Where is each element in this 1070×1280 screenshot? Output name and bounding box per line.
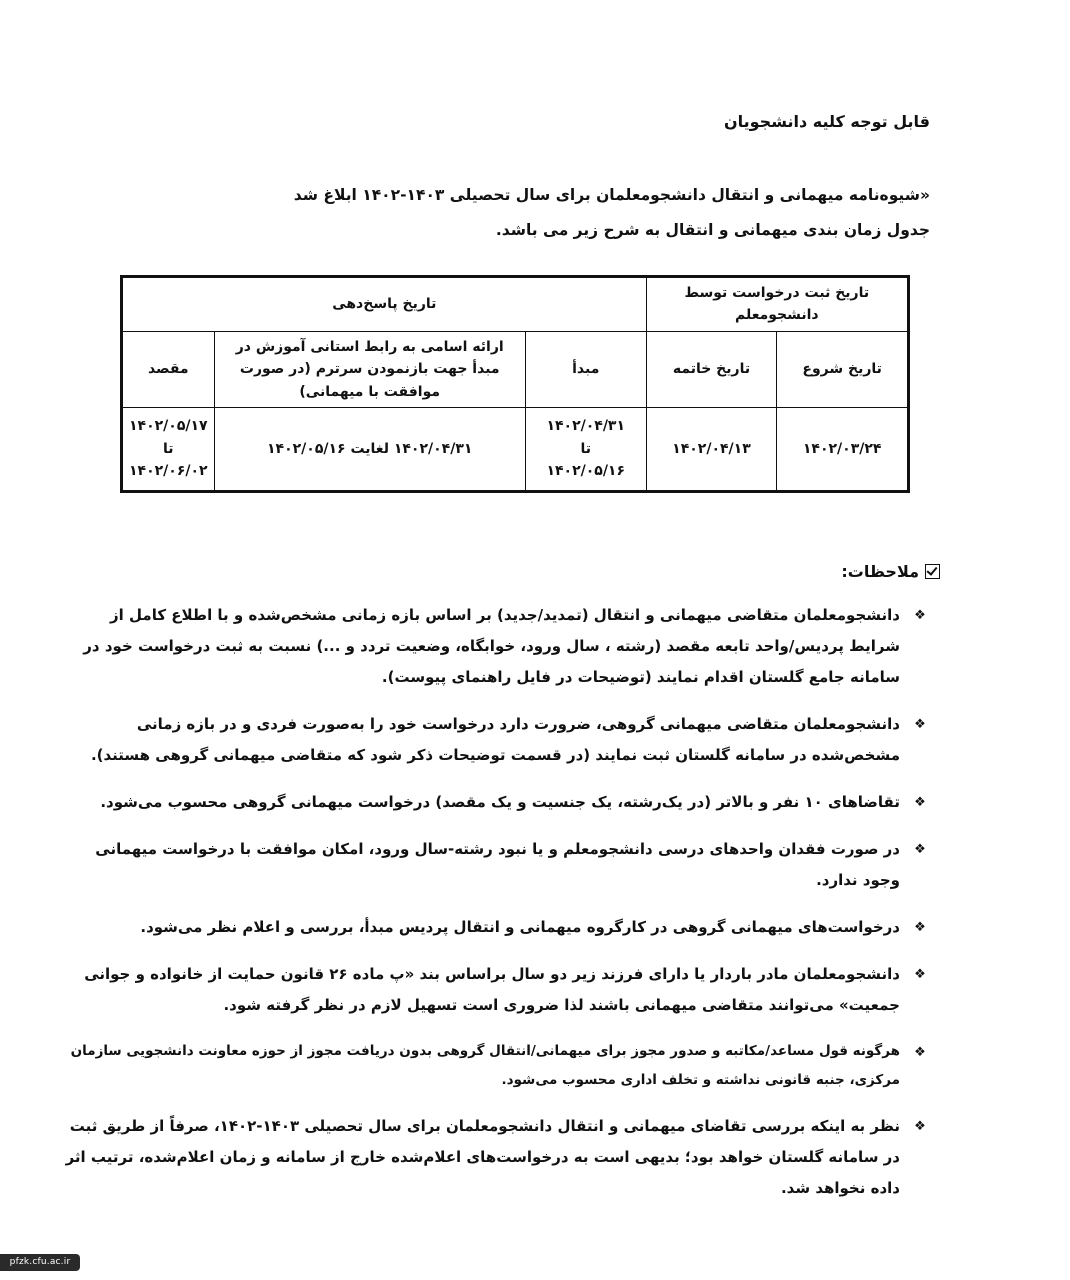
table-header-row-groups	[122, 277, 909, 332]
notes-list	[60, 600, 930, 1220]
note-text: هرگونه قول مساعد/مکاتبه و صدور مجوز برای میهمانی/انتقال گروهی بدون دریافت مجوز از حوزه معاونت دانشجویی سازمان مرکزی، جنبه قانونی نداشته و تخلف اداری محسوب می‌شود.	[70, 1043, 900, 1088]
origin-from: ۱۴۰۲/۰۴/۳۱	[546, 418, 626, 435]
intro-table-caption: جدول زمان بندی میهمانی و انتقال به شرح زیر می باشد.	[495, 221, 930, 239]
note-text: نظر به اینکه بررسی تقاضای میهمانی و انتقال دانشجومعلمان برای سال تحصیلی ۱۴۰۳-۱۴۰۲، صرفاً از طریق ثبت در سامانه گلستان خواهد بود؛ بدیهی است به درخواست‌های اعلام‌شده خارج از سامانه و زمان اعلام‌شده، ترتیب اثر داده نخواهد شد.	[65, 1117, 900, 1197]
list-item	[60, 1037, 930, 1095]
note-text: در صورت فقدان واحدهای درسی دانشجومعلم و یا نبود رشته-سال ورود، امکان موافقت با درخواست میهمانی وجود ندارد.	[95, 840, 900, 889]
notes-heading-label: ملاحظات:	[841, 562, 919, 581]
diamond-bullet-icon: ❖	[914, 920, 926, 935]
checkbox-icon	[925, 564, 940, 579]
diamond-bullet-icon: ❖	[914, 608, 926, 623]
list-item	[60, 600, 930, 693]
diamond-bullet-icon: ❖	[914, 967, 926, 982]
header-destination: مقصد	[122, 331, 215, 407]
notes-heading	[841, 562, 940, 581]
header-registration-date: تاریخ ثبت درخواست توسط دانشجومعلم	[646, 277, 908, 332]
schedule-table	[120, 275, 910, 493]
table-header-row-columns	[122, 331, 909, 407]
origin-to: ۱۴۰۲/۰۵/۱۶	[546, 463, 626, 480]
note-text: دانشجومعلمان متقاضی میهمانی گروهی، ضرورت دارد درخواست خود را به‌صورت فردی و در بازه زمانی مشخص‌شده در سامانه گلستان ثبت نمایند (در قسمت توضیحات ذکر شود که متقاضی میهمانی گروهی هستند).	[90, 715, 900, 764]
list-item	[60, 1111, 930, 1204]
dest-to: ۱۴۰۲/۰۶/۰۲	[129, 463, 208, 480]
header-response-date: تاریخ پاسخ‌دهی	[122, 277, 647, 332]
cell-destination	[122, 407, 215, 491]
diamond-bullet-icon: ❖	[914, 842, 926, 857]
diamond-bullet-icon: ❖	[914, 795, 926, 810]
diamond-bullet-icon: ❖	[914, 1045, 926, 1060]
diamond-bullet-icon: ❖	[914, 717, 926, 732]
cell-end-date: ۱۴۰۲/۰۴/۱۳	[646, 407, 777, 491]
list-item	[60, 959, 930, 1021]
cell-liaison: ۱۴۰۲/۰۴/۳۱ لغایت ۱۴۰۲/۰۵/۱۶	[214, 407, 525, 491]
header-liaison: ارائه اسامی به رابط استانی آموزش در مبدأ جهت بازنمودن سرترم (در صورت موافقت با میهمانی)	[214, 331, 525, 407]
list-item	[60, 834, 930, 896]
site-watermark: pfzk.cfu.ac.ir	[0, 1254, 80, 1271]
origin-to-word: تا	[580, 440, 591, 457]
dest-from: ۱۴۰۲/۰۵/۱۷	[129, 418, 208, 435]
header-end-date: تاریخ خاتمه	[646, 331, 777, 407]
note-text: دانشجومعلمان مادر باردار یا دارای فرزند زیر دو سال براساس بند «پ ماده ۲۶ قانون حمایت از خانواده و جوانی جمعیت» می‌توانند متقاضی میهمانی باشند لذا ضروری است تسهیل لازم در نظر گرفته شود.	[84, 965, 900, 1014]
note-text: تقاضاهای ۱۰ نفر و بالاتر (در یک‌رشته، یک جنسیت و یک مقصد) درخواست میهمانی گروهی محسوب می‌شود.	[100, 793, 900, 811]
intro-announcement: «شیوه‌نامه میهمانی و انتقال دانشجومعلمان برای سال تحصیلی ۱۴۰۳-۱۴۰۲ ابلاغ شد	[293, 186, 930, 204]
table-row	[122, 407, 909, 491]
header-start-date: تاریخ شروع	[777, 331, 909, 407]
diamond-bullet-icon: ❖	[914, 1119, 926, 1134]
note-text: درخواست‌های میهمانی گروهی در کارگروه میهمانی و انتقال پردیس مبدأ، بررسی و اعلام نظر می‌شود.	[140, 918, 900, 936]
cell-start-date: ۱۴۰۲/۰۳/۲۴	[777, 407, 909, 491]
dest-to-word: تا	[163, 440, 174, 457]
list-item	[60, 787, 930, 818]
note-text: دانشجومعلمان متقاضی میهمانی و انتقال (تمدید/جدید) بر اساس بازه زمانی مشخص‌شده و با اطلاع کامل از شرایط پردیس/واحد تابعه مقصد (رشته ، سال ورود، خوابگاه، وضعیت تردد و ...) نسبت به ثبت درخواست خود در سامانه جامع گلستان اقدام نمایند (توضیحات در فایل راهنمای پیوست).	[83, 606, 900, 686]
list-item	[60, 709, 930, 771]
list-item	[60, 912, 930, 943]
cell-origin	[525, 407, 646, 491]
page-title: قابل توجه کلیه دانشجویان	[723, 112, 930, 131]
header-origin: مبدأ	[525, 331, 646, 407]
